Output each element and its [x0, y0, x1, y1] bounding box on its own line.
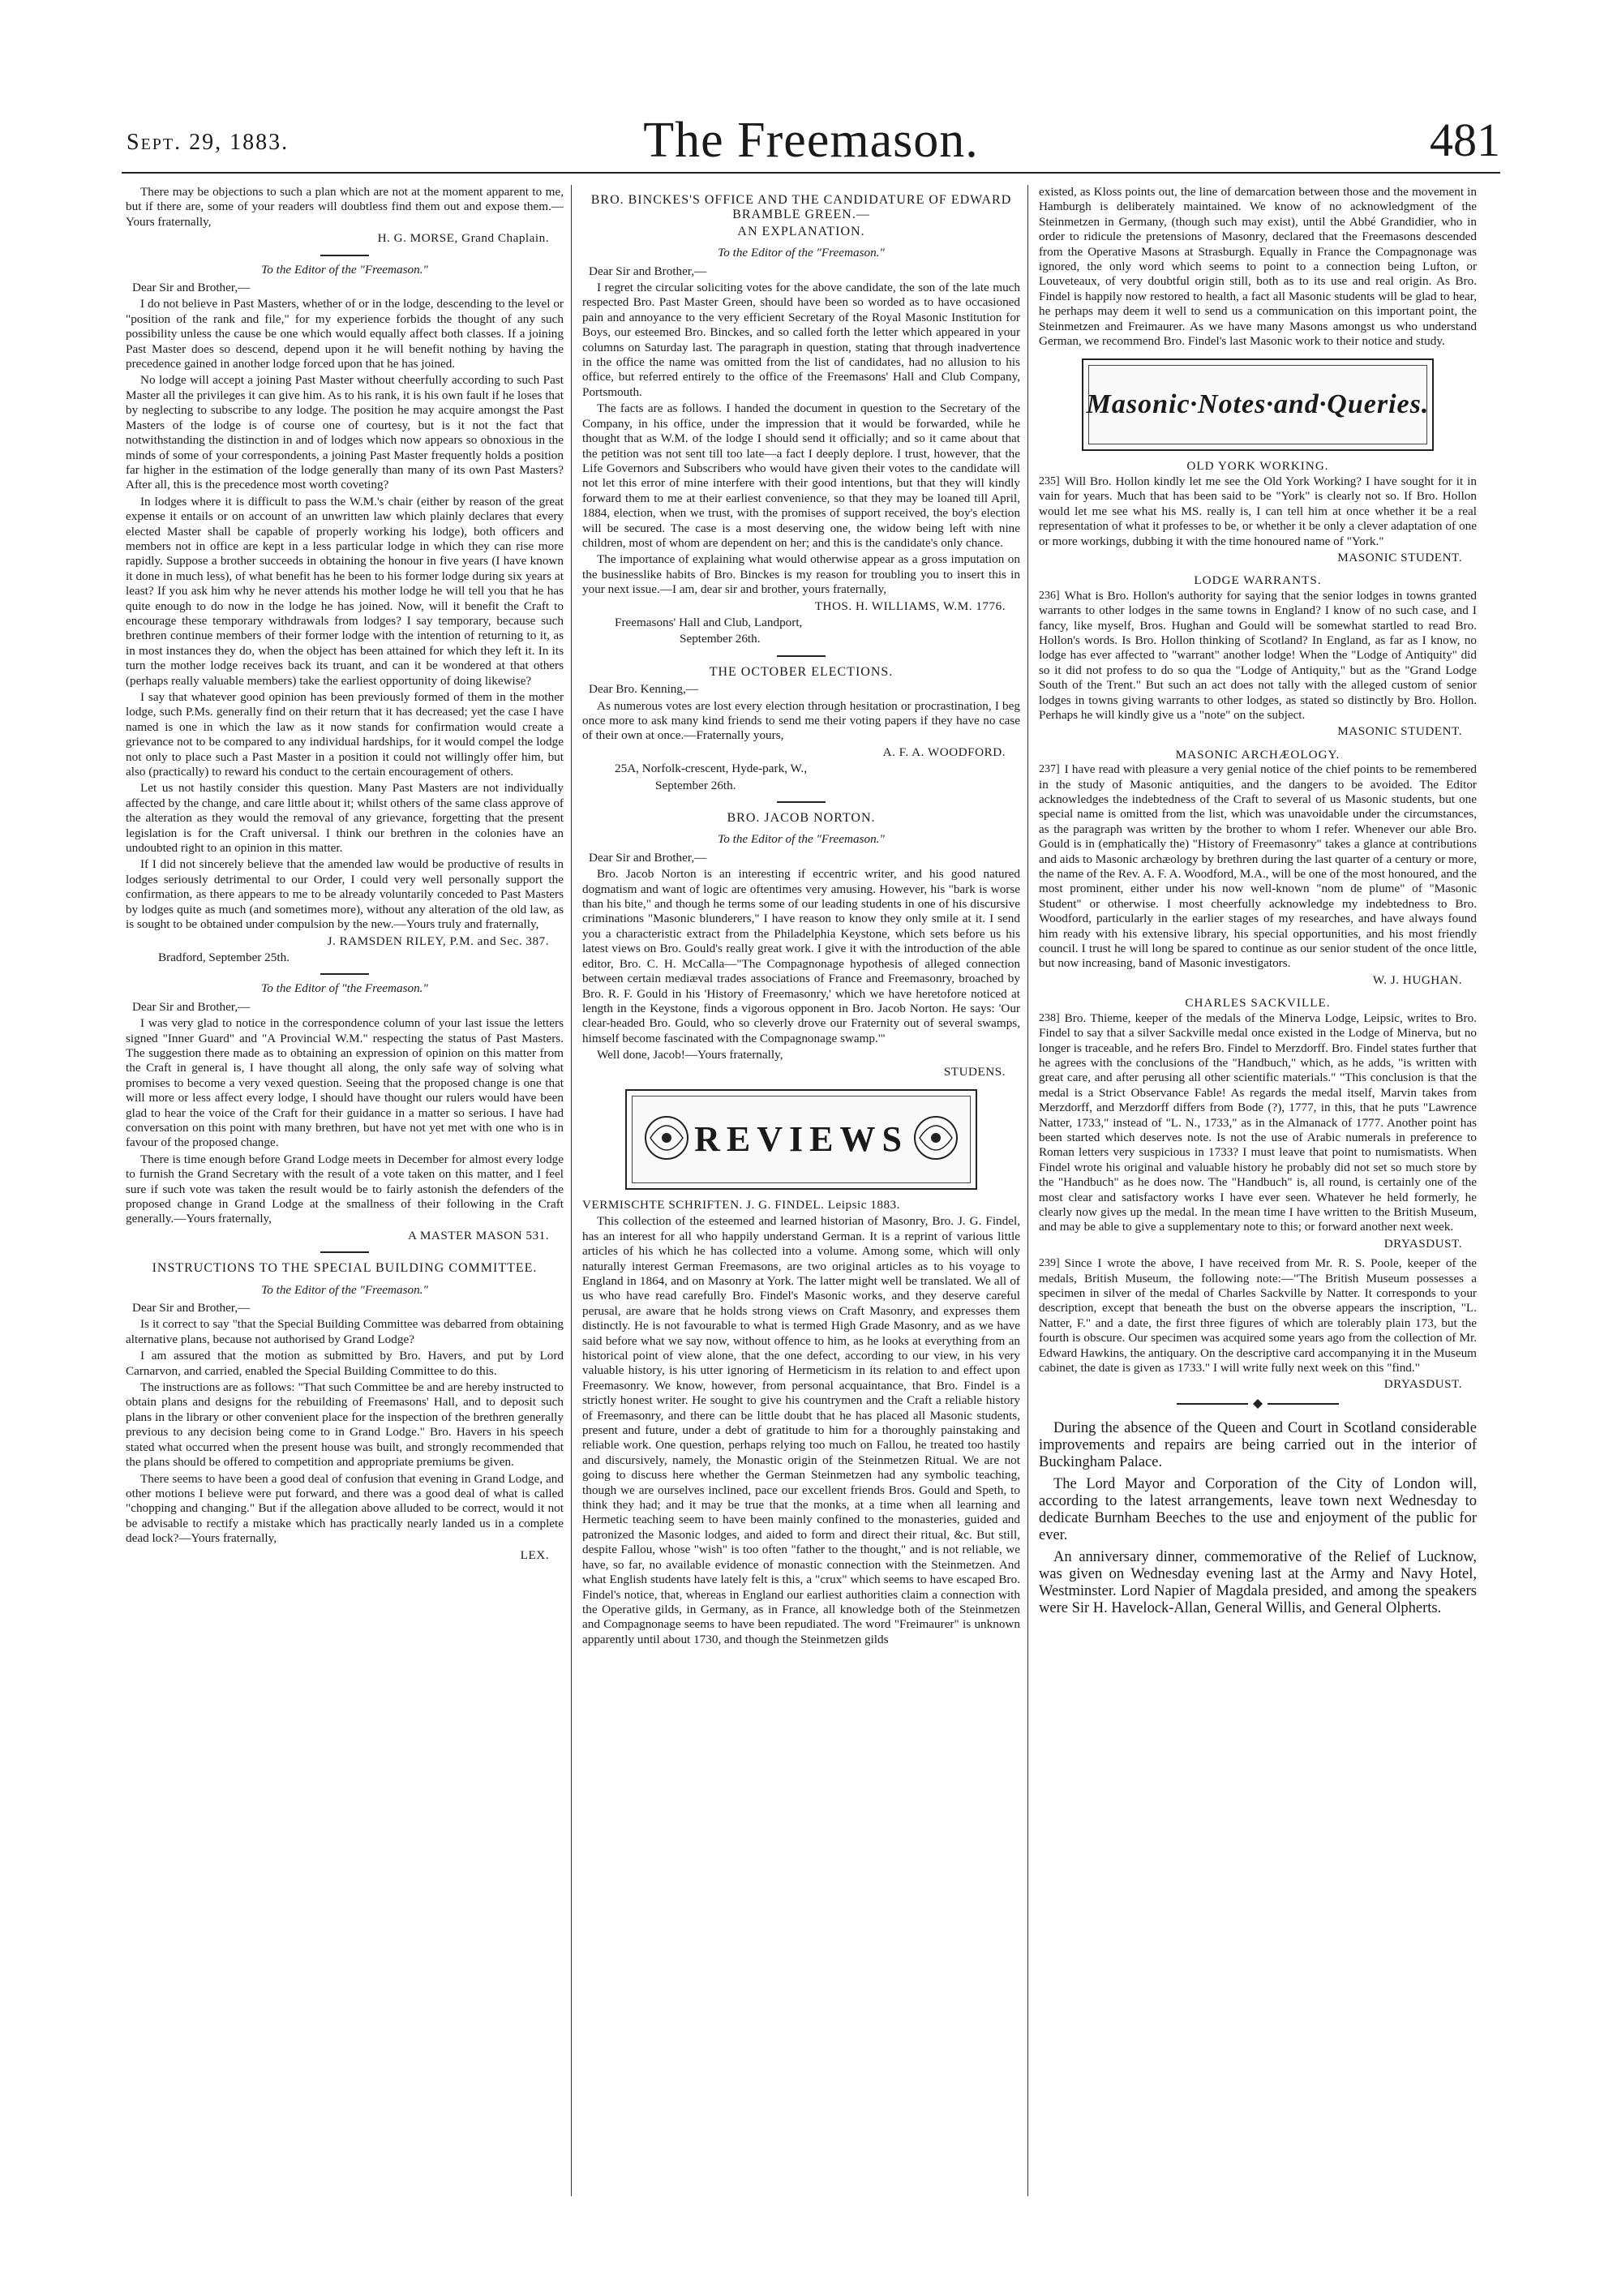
query-text: Will Bro. Hollon kindly let me see the Old York Working? I have sought for it in vain for years. Much that has been said to be "York" is clearly not so. If Bro. Hollon would let me see what his MS. really is, I can tell him at once whether it be a real representation of what it professes to be, or whether it be only a clever adaptation of one or more workings, dubbing it with the time honoured name of "York."	[1039, 474, 1477, 548]
letter-signature: A MASTER MASON 531.	[407, 1228, 549, 1242]
query-number: 239]	[1039, 1257, 1060, 1270]
news-paragraph: An anniversary dinner, commemorative of the Relief of Lucknow, was given on Wednesday evening last at the Army and Navy Hotel, Westminster. Lord Napier of Magdala presided, and among the speakers were Sir H. Havelock-Allan, General Willis, and General Olpherts.	[1039, 1549, 1477, 1617]
query-number: 238]	[1039, 1011, 1060, 1024]
to-editor-line: To the Editor of the "Freemason."	[261, 1282, 428, 1297]
letter-address: Bradford, September 25th.	[158, 950, 290, 964]
to-editor-line: To the Editor of the "Freemason."	[261, 262, 428, 277]
newspaper-title: The Freemason.	[643, 113, 979, 168]
letter-paragraph: I regret the circular soliciting votes for the above candidate, the son of the late much respected Bro. Past Master Green, should have been so worded as to have occasioned pain and annoyance to the very efficient Secretary of the Royal Masonic Institution for Boys, our esteemed Bro. Binckes, and so called forth the letter which appeared in your columns on Saturday last. The paragraph in question, stating that through inadvertence in the office the name was omitted from the list of candidates, had no allusion to his office, but referred entirely to the office of the Freemasons' Hall and Club Company, Portsmouth.	[582, 281, 1020, 399]
query-number: 237]	[1039, 763, 1060, 776]
letter-signature: A. F. A. WOODFORD.	[882, 745, 1006, 759]
query-text: Bro. Thieme, keeper of the medals of the Minerva Lodge, Leipsic, writes to Bro. Findel to say that a silver Sackville medal once existed in the Lodge of Minerva, but no longer is traceable, and he refers Bro. Findel to Merzdorff. Bro. Findel states further that he agrees with the conclusions of the "Handbuch," which, as he adds, "is written with great care, and after perusing all other scientific materials." "This conclusion is that the medal is a Strict Observance Fable! As regards the medal itself, Marvin takes from Merzdorff, and Merzdorff differs from Bode (?), 1777, in this, that he puts "Lawrence Natter, 1733," instead of "L. N., 1733," as in the Almanack of 1777. Another point has been started which deserves note. Is not the use of Arabic numerals in preference to Roman letters very suspicious in 1733? I must leave that point to numismatists. When Findel wrote his original and valuable history he probably did not set so much store by the "Handbuch" as he does now. The "Handbuch" is, all round, is certainly one of the most clear and satisfactory works I have ever seen. Whatever he held formerly, he clearly now gives up the medal. In the mean time I have written to the British Museum, and may be able to give a supplementary note to this; or forward another next week.	[1039, 1011, 1477, 1234]
section-divider	[777, 655, 826, 657]
letter-paragraph: Well done, Jacob!—Yours fraternally,	[597, 1048, 783, 1062]
query-text: Since I wrote the above, I have received from Mr. R. S. Poole, keeper of the medals, British Museum, the following note:—"The British Museum possesses a specimen in silver of the medal of Charles Sackville by Natter. It corresponds to your description, except that beneath the bust on the obverse appears the inscription, "L. Natter, F." and a date, the first three figures of which are tolerably plain 173, but the fourth is obscure. Our specimen was acquired some years ago from the collection of Mr. Edward Hawkins, the antiquary. On the descriptive card accompanying it in the Museum cabinet, the date is given as 1733." I will write fully next week on this "find."	[1039, 1256, 1477, 1375]
letter-paragraph: Bro. Jacob Norton is an interesting if eccentric writer, and his good natured dogmatism and want of logic are oftentimes very amusing. However, his "bark is worse than his bite," and though he terms some of our leading students in one of his discursive criminations "Masonic blunderers," I have reason to know they only smile at it. I send you a characteristic extract from the Philadelphia Keystone, which sets before us his latest views on Bro. Gould's really great work. I give it with the introduction of the able editor, Bro. C. H. McCalla—"The Compagnonage hypothesis of alleged connection between certain mediæval trades associations of France and Freemasonry, broached by Bro. R. F. Gould in his 'History of Freemasonry,' which we have heretofore noticed at length in the Keystone, finds a vigorous opponent in Bro. Jacob Norton. He says: 'Our clear-headed Bro. Gould, who so cleverly drove our Fraternity out of several swamps, himself become fascinated with the Compagnonage swamp.'"	[582, 867, 1020, 1045]
query-number: 235]	[1039, 474, 1060, 487]
letter-address: September 26th.	[655, 778, 736, 792]
news-paragraph: During the absence of the Queen and Court in Scotland considerable improvements and repairs are being carried out in the interior of Buckingham Palace.	[1039, 1420, 1477, 1471]
divider-ornament-icon	[1177, 1399, 1339, 1409]
letter-signature: STUDENS.	[943, 1064, 1006, 1079]
salutation: Dear Bro. Kenning,—	[589, 682, 698, 697]
article-subheading: AN EXPLANATION.	[737, 224, 865, 238]
reviews-banner-text: REVIEWS	[694, 1118, 908, 1159]
letter-paragraph: There seems to have been a good deal of confusion that evening in Grand Lodge, and other motions I believe were put forward, and there was a good deal of what is called "chopping and changing." But if the allegation above alluded to be correct, would it not be advisable to rectify a mistake which has practically nearly landed us in a complete dead lock?—Yours fraternally,	[126, 1471, 564, 1546]
salutation: Dear Sir and Brother,—	[132, 1301, 251, 1315]
column-2	[582, 185, 1020, 2245]
masonic-notes-banner	[1082, 358, 1434, 451]
ornamental-divider	[1039, 1399, 1477, 1414]
to-editor-line: To the Editor of the "Freemason."	[718, 832, 885, 847]
query-signature: DRYASDUST.	[1383, 1377, 1462, 1392]
query-signature: W. J. HUGHAN.	[1372, 972, 1462, 987]
salutation: Dear Sir and Brother,—	[132, 999, 251, 1014]
column-3	[1039, 185, 1477, 2245]
reviews-banner	[625, 1089, 977, 1190]
salutation: Dear Sir and Brother,—	[589, 850, 707, 865]
letter-signature: H. G. MORSE, Grand Chaplain.	[377, 231, 549, 246]
masonic-notes-banner-text: Masonic·Notes·and·Queries.	[1086, 389, 1430, 420]
letter-paragraph: The facts are as follows. I handed the document in question to the Secretary of the Company, in his office, under the impression that it would be forwarded, while he thought that as W.M. of the lodge I should send it officially; and so it came about that the petition was not sent till too late—a fact I deeply deplore. I trust, however, that the Life Governors and Subscribers who would have given their votes to the candidate will not let this error of mine interfere with their good intentions, but that they will kindly forward them to me at their earliest convenience, so that they may be loaned till April, 1884, election, when we trust, with the promises of support received, the boy's election will be secured. The case is a most deserving one, the widow being left with nine children, most of whom are dependent on her; and this is the candidate's only chance.	[582, 401, 1020, 550]
review-paragraph: This collection of the esteemed and learned historian of Masonry, Bro. J. G. Findel, has an interest for all who happily understand German. It is a reprint of various little articles of his which he has collected into a volume. Among some, which will only naturally interest German Freemasons, are two original articles as to his voyage to England in 1864, and on Masonry at York. The latter might well be translated. We all of us who have read carefully Bro. Findel's Masonic works, and they deserve careful perusal, are aware that he holds strong views on Craft Masonry, and expresses them distinctly. He is not favourable to what is termed High Grade Masonry, and as we have said before what we say now, without offence to him, as he looks at everything from an historical point of view alone, that the one defect, according to our view, in his very valuable history, is his utter ignoring of Hermeticism in its relation to and effect upon Freemasonry. We know, however, from personal acquaintance, that Bro. Findel is a strictly honest writer. He sought to give his countrymen and the Craft a reliable history of Freemasonry, and there can be little doubt that he has placed all Masonic students, present and future, under a debt of gratitude to him for a thoroughly painstaking and reliable work. One question, perhaps relying too much on Fallou, he treated too hastily and discursively, namely, the Monastic origin of the Steinmetzen Ritual. We are not going to discuss here whether the German Steinmetzen had any symbolic teaching, though we are ourselves inclined, pace our excellent friends Bros. Gould and Speth, to think they had; and it may be true that the monks, at a time when all learning and Hermetic teaching seem to have been mainly confined to the monasteries, guided and patronized the Masonic lodges, and aided to form and direct their ritual, &c. But still, despite Fallou, whose "wish" is too often "father to the thought," and is not reliable, we have, so far, no available evidence of monastic connection with the Steinmetzen. And what English students have lately felt is this, a "crux" which seems to have escaped Bro. Findel's notice, that, whereas in England our earliest authorities claim a connection with the Operative gilds, in Germany, as in France, all knowledge both of the Steinmetzen and Compagnonage seems to have been repudiated. The word "Freimaurer" is unknown apparently until about 1730, and though the Steinmetzen gilds	[582, 1214, 1020, 1646]
letter-paragraph: There may be objections to such a plan which are not at the moment apparent to me, but if there are, some of your readers will doubtless find them out and expose them.—Yours fraternally,	[126, 185, 564, 229]
query-text: What is Bro. Hollon's authority for saying that the senior lodges in towns granted warrants to other lodges in the same towns in England? I know of no such case, and I fancy, like myself, Bros. Hughan and Gould will be somewhat startled to read Bro. Hollon's words. Is Bro. Hollon thinking of Scotland? In England, as far as I know, no lodge has ever affected to "warrant" another lodge! When the "Lodge of Antiquity" did so it did not profess to do so qua the "Lodge of Antiquity," but as the "Grand Lodge South of the Trent." But such an act does not tally with the alleged custom of senior lodges in towns giving warrants to other lodges, as stated so distinctly by Bro. Hollon. Perhaps he will kindly give us a "note" on the subject.	[1039, 588, 1477, 722]
query-title: MASONIC ARCHÆOLOGY.	[1175, 747, 1340, 762]
column-rule	[1027, 185, 1028, 2196]
letter-address: 25A, Norfolk-crescent, Hyde-park, W.,	[615, 762, 808, 776]
salutation: Dear Sir and Brother,—	[589, 264, 707, 278]
query-signature: MASONIC STUDENT.	[1337, 550, 1462, 564]
query-number: 236]	[1039, 589, 1060, 602]
letter-paragraph: There is time enough before Grand Lodge meets in December for almost every lodge to furnish the Grand Secretary with the result of a vote taken on this matter, and I feel sure if such vote was taken the result would be to fairly astonish the defenders of the proposed change in Grand Lodge at the smallness of their following in the Craft generally.—Yours fraternally,	[126, 1152, 564, 1226]
issue-date: Sept. 29, 1883.	[127, 130, 290, 155]
article-heading: BRO. BINCKES'S OFFICE AND THE CANDIDATURE OF EDWARD BRAMBLE GREEN.—	[590, 193, 1012, 222]
review-title: VERMISCHTE SCHRIFTEN. J. G. FINDEL. Leipsic 1883.	[582, 1197, 900, 1212]
query-signature: MASONIC STUDENT.	[1337, 724, 1462, 739]
letter-paragraph: I do not believe in Past Masters, whether of or in the lodge, descending to the level or "position of the rank and file," for my experience forbids the thought of any such possibility unless the cause be one which would equally affect both classes. If a joining Past Master does so descend, depend upon it he will benefit nothing by having the precedence gained in another lodge forced upon that he has joined.	[126, 297, 564, 371]
letter-address: Freemasons' Hall and Club, Landport,	[615, 615, 803, 629]
article-heading: INSTRUCTIONS TO THE SPECIAL BUILDING COMMITTEE.	[152, 1261, 538, 1276]
query-title: LODGE WARRANTS.	[1194, 573, 1322, 588]
letter-paragraph: The importance of explaining what would otherwise appear as a gross imputation on the businesslike habits of Bro. Binckes is my reason for troubling you to insert this in your next issue.—I am, dear sir and brother, yours fraternally,	[582, 552, 1020, 597]
section-divider	[320, 1251, 369, 1253]
letter-paragraph: I was very glad to notice in the correspondence column of your last issue the letters signed "Inner Guard" and "A Provincial W.M." respecting the status of Past Masters. The suggestion there made as to obtaining an expression of opinion on this matter from the Craft in general is, I have thought all along, the only safe way of solving what promises to become a very vexed question. Seeing that the proposed change is one that will more or less affect every lodge, I should have thought our rulers would have been glad to hear the voice of the Craft for their guidance in a matter so serious. I have had conversation on this point with many brethren, but have not yet met with one who is in favour of the proposed change.	[126, 1016, 564, 1150]
section-divider	[320, 973, 369, 975]
column-1	[126, 185, 564, 2245]
letter-address: September 26th.	[680, 632, 761, 646]
letter-paragraph: As numerous votes are lost every election through hesitation or procrastination, I beg once more to ask many kind friends to send me their voting papers if they have no case of their own at once.—Fraternally yours,	[582, 698, 1020, 743]
page-number: 481	[1430, 114, 1500, 166]
query-text: I have read with pleasure a very genial notice of the chief points to be remembered in the study of Masonic antiquities, and the dangers to be avoided. The Editor acknowledges the indebtedness of the Craft to several of us Masonic students, but one special name is omitted from the list, which was unavoidable under the circumstances, as the paragraph was written by the brother to whom I refer. Whenever our able Bro. Gould is in (emphatically the) "History of Freemasonry" takes a glance at contributions and aids to Masonic archæology by brethren during the last quarter of a century or more, the name of the Rev. A. F. A. Woodford, M.A., will be one of the most honoured, and the most prominent, either under his now well-known "nom de plume" of "Masonic Student" or otherwise. I most cheerfully acknowledge my indebtedness to Bro. Woodford, particularly in the earlier stages of my researches, and have always found him ready with his extensive library, his special opportunities, and his most friendly council. I trust he will long be spared to continue as our senior student of the once little, but now increasing, band of Masonic investigators.	[1039, 762, 1477, 971]
letter-paragraph: Is it correct to say "that the Special Building Committee was debarred from obtaining alternative plans, because not authorised by Grand Lodge?	[126, 1317, 564, 1346]
salutation: Dear Sir and Brother,—	[132, 281, 251, 295]
letter-signature: THOS. H. WILLIAMS, W.M. 1776.	[814, 599, 1006, 613]
query-title: OLD YORK WORKING.	[1186, 459, 1329, 474]
review-paragraph: existed, as Kloss points out, the line of demarcation between those and the movement in Hamburgh is deliberately maintained. We know of no acknowledgment of the Steinmetzen in Germany, (though such may exist), until the Abbé Grandidier, who in order to ridicule the pretensions of Masonry, declared that the Freemasons descended from the Operative Masons at Strasburgh. Equally in France the Compagnonage was ignored, the only word which seems to point to a connection being Lufton, or Louveteaux, of very doubtful origin still, both as to its use and real origin. As Bro. Findel is happily now restored to health, a fact all Masonic students will be glad to hear, he perhaps may deem it well to send us a communication on this important point, the Steinmetzen and Freimaurer. As we have many Masons amongst us who understand German, we recommend Bro. Findel's last Masonic work to their notice and study.	[1039, 185, 1477, 349]
letter-paragraph: I say that whatever good opinion has been previously formed of them in the mother lodge, such P.Ms. generally find on their return that it has decreased; yet the case I have named is one in which the law as it now stands for confirmation would create a grievance not to be compared to any individual hardships, for it would compel the lodge not only to place such a Past Master in a position it could not willingly offer him, but also (practically) to reward his conduct to the certain encouragement of others.	[126, 690, 564, 779]
letter-paragraph: Let us not hastily consider this question. Many Past Masters are not individually affected by the change, and care little about it; whilst others of the same class approve of the alteration as they would the removal of any grievance, forgetting that the present legislation is for the Craft universal. I think our brethren in the colonies have an undoubted right to an opinion in this matter.	[126, 781, 564, 856]
letter-paragraph: The instructions are as follows: "That such Committee be and are hereby instructed to obtain plans and designs for the rebuilding of Freemasons' Hall, and to deposit such plans in the library or other convenient place for the inspection of the brethren generally previous to any decision being come to in Grand Lodge." Bro. Havers in his speech stated what occurred when the present house was built, and strongly recommended that the plans should be offered to competition and appropriate premiums be given.	[126, 1380, 564, 1470]
section-divider	[777, 801, 826, 803]
letter-paragraph: In lodges where it is difficult to pass the W.M.'s chair (either by reason of the great expense it entails or on account of an unwritten law which plainly declares that every elected Master shall be capable of properly working his lodge), both officers and members not in office are kept in a less particular lodge in which they can rise more rapidly. Suppose a brother succeeds in obtaining the honour in five years (I have known it done in much less), of what benefit has he been to his former lodge during six years at least? If you ask him why he never attends his mother lodge he will tell you that he has quite enough to do now in the lodge he has joined. Now, will it benefit the Craft to encourage these temporary withdrawals from lodges? I say temporary, because such brethren continue members of their former lodge with the intention of returning to it, as in most instances they do, when the object has been attained for which they left it. In its turn the mother lodge receives back its truant, and can it be wondered at that others (perhaps really valuable members) take the earliest opportunity of doing likewise?	[126, 494, 564, 688]
masthead	[122, 112, 1500, 177]
letter-paragraph: I am assured that the motion as submitted by Bro. Havers, and put by Lord Carnarvon, and carried, enabled the Special Building Committee to do this.	[126, 1349, 564, 1378]
article-heading: THE OCTOBER ELECTIONS.	[709, 664, 894, 679]
letter-signature: J. RAMSDEN RILEY, P.M. and Sec. 387.	[327, 933, 549, 948]
letter-paragraph: If I did not sincerely believe that the amended law would be productive of results in lodges seriously detrimental to our Order, I could very well personally support the confirmation, as there appears to me to be already voluntarily conceded to Past Masters by lodges quite as much (and sometimes more), without any alteration of the old law, as is sought to be obtained under compulsion by the new.—Yours truly and fraternally,	[126, 857, 564, 932]
to-editor-line: To the Editor of "the Freemason."	[261, 981, 428, 996]
to-editor-line: To the Editor of the "Freemason."	[718, 246, 885, 260]
article-heading: BRO. JACOB NORTON.	[727, 811, 876, 826]
letter-signature: LEX.	[520, 1547, 549, 1562]
news-paragraph: The Lord Mayor and Corporation of the City of London will, according to the latest arrangements, leave town next Wednesday to dedicate Burnham Beeches to the use and enjoyment of the public for ever.	[1039, 1476, 1477, 1544]
query-signature: DRYASDUST.	[1383, 1236, 1462, 1251]
masthead-rule	[122, 172, 1500, 174]
section-divider	[320, 255, 369, 256]
query-title: CHARLES SACKVILLE.	[1185, 996, 1331, 1011]
letter-paragraph: No lodge will accept a joining Past Master without cheerfully according to such Past Master all the privileges it can give him. As to his rank, it is his own fault if he loses that by neglecting to subscribe to any lodge. The position he may acquire amongst the Past Masters of the lodge is of course one of courtesy, but is it not the fact that notwithstanding the distinction in and of lodges which now appears so obnoxious in the minds of some of your correspondents, a joining Past Master frequently holds a position far higher in the estimation of the lodge generally than many of its own Past Masters? After all, this is the precedence most worth coveting?	[126, 373, 564, 492]
column-rule	[571, 185, 572, 2196]
